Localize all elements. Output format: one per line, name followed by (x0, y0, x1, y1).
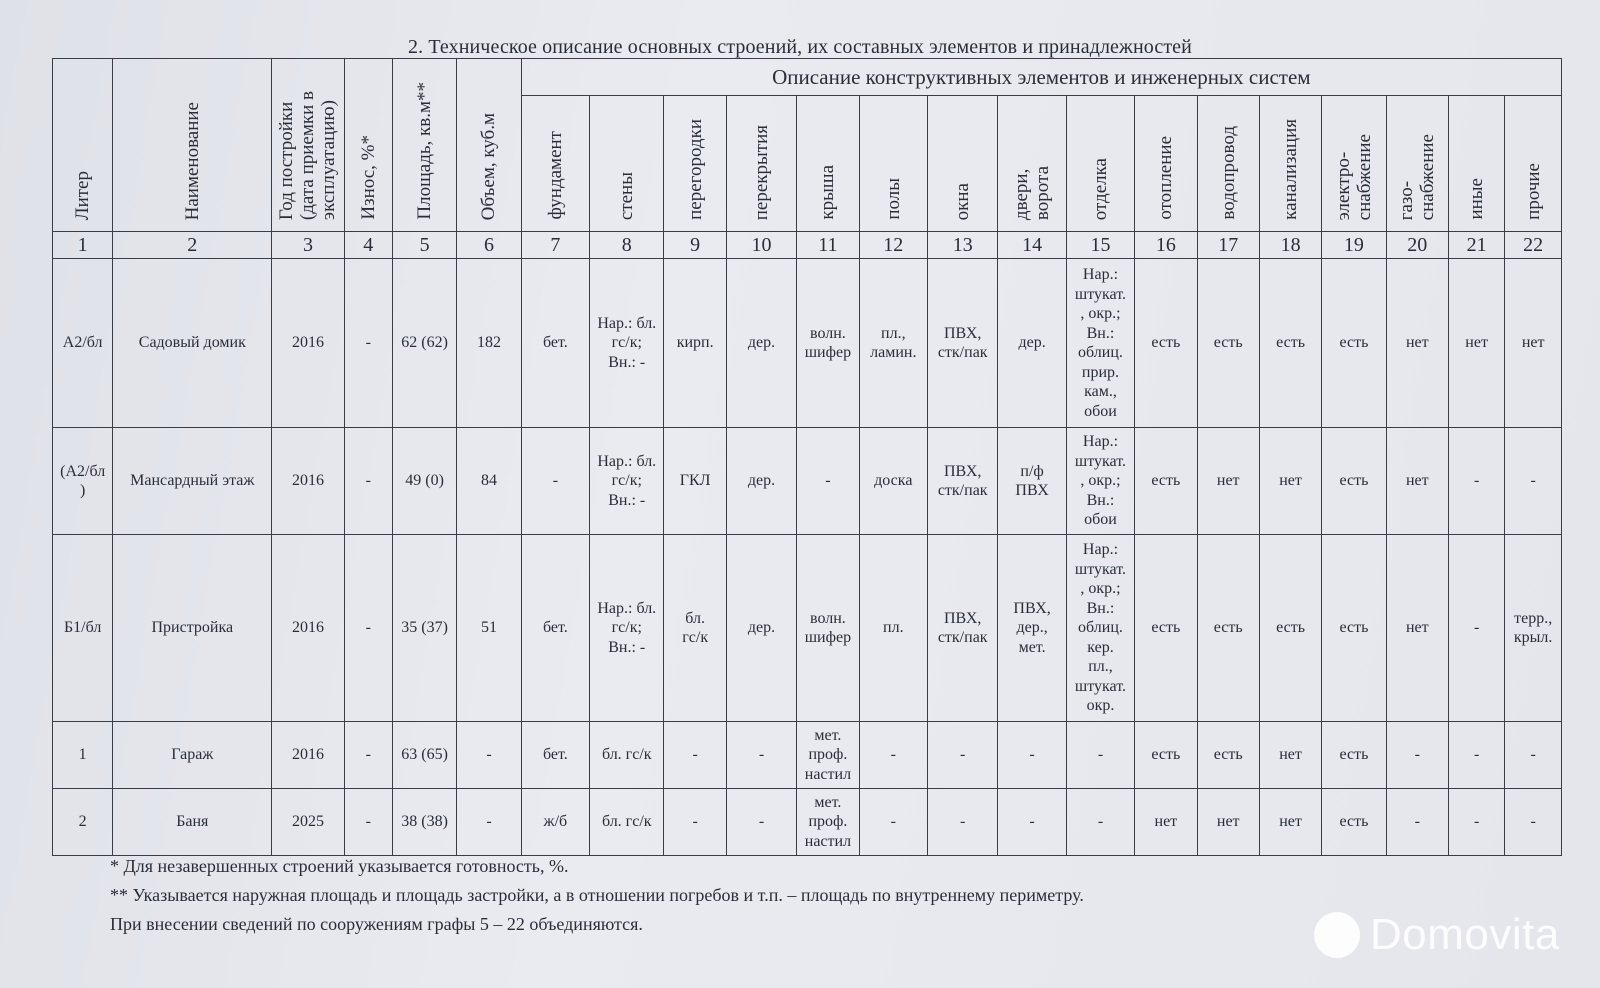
table-cell: - (457, 722, 521, 789)
column-header: отделка (1066, 96, 1134, 232)
table-cell: бет. (521, 259, 589, 428)
table-cell: нет (1197, 789, 1259, 856)
table-cell: 1 (53, 722, 113, 789)
column-header: Износ, %* (344, 59, 392, 232)
column-header: фундамент (521, 96, 589, 232)
table-cell: 38 (38) (392, 789, 456, 856)
column-number: 5 (392, 232, 456, 259)
table-cell: - (797, 428, 859, 535)
table-cell: Нар.: бл. гс/к; Вн.: - (590, 535, 664, 722)
column-number: 6 (457, 232, 521, 259)
column-number: 16 (1135, 232, 1197, 259)
footnote-1: * Для незавершенных строений указывается готовность, %. (110, 856, 569, 876)
table-cell: 84 (457, 428, 521, 535)
table-cell: нет (1386, 259, 1448, 428)
table-cell: дер. (998, 259, 1066, 428)
table-cell: 2025 (272, 789, 344, 856)
table-cell: нет (1259, 789, 1321, 856)
table-cell: бл. гс/к (590, 722, 664, 789)
table-cell: нет (1259, 428, 1321, 535)
table-cell: - (927, 789, 997, 856)
table-cell: бет. (521, 722, 589, 789)
table-cell: - (521, 428, 589, 535)
table-cell: - (726, 789, 796, 856)
column-number: 12 (859, 232, 927, 259)
table-cell: Нар.: штукат. , окр.; Вн.: облиц. кер. пл., штукат. окр. (1066, 535, 1134, 722)
table-cell: Баня (113, 789, 272, 856)
table-cell: - (344, 259, 392, 428)
table-cell: - (664, 722, 726, 789)
table-cell: Пристройка (113, 535, 272, 722)
column-number: 8 (590, 232, 664, 259)
table-cell: 35 (37) (392, 535, 456, 722)
table-cell: - (1448, 535, 1504, 722)
table-cell: А2/бл (53, 259, 113, 428)
document-title: 2. Техническое описание основных строений, их составных элементов и принадлежностей (408, 36, 1192, 58)
table-row (53, 259, 1562, 428)
table-cell: - (1066, 722, 1134, 789)
column-header: окна (927, 96, 997, 232)
column-number: 4 (344, 232, 392, 259)
table-cell: есть (1322, 259, 1386, 428)
table-cell: есть (1135, 722, 1197, 789)
footnote-3: При внесении сведений по сооружениям графы 5 – 22 объединяются. (110, 914, 643, 934)
column-header: перегородки (664, 96, 726, 232)
table-cell: Б1/бл (53, 535, 113, 722)
column-number: 2 (113, 232, 272, 259)
column-header: Литер (53, 59, 113, 232)
column-number: 15 (1066, 232, 1134, 259)
column-header: Год постройки (дата приемки в эксплуатацию) (272, 59, 344, 232)
table-cell: Нар.: бл. гс/к; Вн.: - (590, 259, 664, 428)
table-cell: нет (1505, 259, 1562, 428)
column-number: 10 (726, 232, 796, 259)
table-cell: есть (1322, 428, 1386, 535)
column-number: 11 (797, 232, 859, 259)
table-cell: - (927, 722, 997, 789)
column-header: двери, ворота (998, 96, 1066, 232)
table-cell: мет. проф. настил (797, 789, 859, 856)
column-header: Площадь, кв.м** (392, 59, 456, 232)
table-row (53, 789, 1562, 856)
table-cell: Нар.: штукат. , окр.; Вн.: обои (1066, 428, 1134, 535)
column-header: Наименование (113, 59, 272, 232)
column-header: отопление (1135, 96, 1197, 232)
table-cell: волн. шифер (797, 535, 859, 722)
table-cell: дер. (726, 259, 796, 428)
table-cell: есть (1197, 722, 1259, 789)
table-cell: - (344, 428, 392, 535)
table-cell: волн. шифер (797, 259, 859, 428)
table-cell: нет (1197, 428, 1259, 535)
table-cell: п/ф ПВХ (998, 428, 1066, 535)
column-number: 19 (1322, 232, 1386, 259)
column-header: прочие (1505, 96, 1562, 232)
table-cell: ПВХ, стк/пак (927, 428, 997, 535)
table-cell: - (344, 722, 392, 789)
table-cell: есть (1197, 259, 1259, 428)
watermark-text: Domovita (1370, 910, 1560, 959)
table-cell: Мансардный этаж (113, 428, 272, 535)
table-cell: терр., крыл. (1505, 535, 1562, 722)
table-cell: - (859, 722, 927, 789)
column-number: 20 (1386, 232, 1448, 259)
column-header: водопровод (1197, 96, 1259, 232)
table-cell: 2016 (272, 535, 344, 722)
table-cell: 63 (65) (392, 722, 456, 789)
table-cell: - (1066, 789, 1134, 856)
table-cell: 2016 (272, 259, 344, 428)
table-cell: Нар.: штукат. , окр.; Вн.: облиц. прир. кам., обои (1066, 259, 1134, 428)
column-number-row (53, 232, 1562, 259)
table-cell: - (1505, 722, 1562, 789)
table-cell: - (664, 789, 726, 856)
table-cell: мет. проф. настил (797, 722, 859, 789)
column-header: электро- снабжение (1322, 96, 1386, 232)
table-cell: - (859, 789, 927, 856)
table-cell: дер. (726, 535, 796, 722)
table-cell: ж/б (521, 789, 589, 856)
table-cell: ПВХ, дер., мет. (998, 535, 1066, 722)
table-cell: есть (1135, 428, 1197, 535)
column-header: Объем, куб.м (457, 59, 521, 232)
column-number: 7 (521, 232, 589, 259)
table-cell: есть (1259, 259, 1321, 428)
table-cell: доска (859, 428, 927, 535)
column-header: перекрытия (726, 96, 796, 232)
table-cell: нет (1259, 722, 1321, 789)
group-header: Описание конструктивных элементов и инженерных систем (521, 59, 1561, 96)
table-cell: - (1448, 722, 1504, 789)
column-header: газо- снабжение (1386, 96, 1448, 232)
column-number: 9 (664, 232, 726, 259)
table-cell: Гараж (113, 722, 272, 789)
table-cell: - (344, 789, 392, 856)
table-cell: ПВХ, стк/пак (927, 535, 997, 722)
footnotes (110, 852, 1084, 939)
column-number: 22 (1505, 232, 1562, 259)
table-cell: дер. (726, 428, 796, 535)
watermark-logo-icon (1314, 912, 1360, 958)
table-cell: - (998, 789, 1066, 856)
table-cell: есть (1322, 789, 1386, 856)
table-cell: - (998, 722, 1066, 789)
table-cell: 51 (457, 535, 521, 722)
table-cell: - (457, 789, 521, 856)
table-cell: - (1448, 789, 1504, 856)
table-cell: - (1386, 722, 1448, 789)
column-header: стены (590, 96, 664, 232)
table-cell: есть (1135, 259, 1197, 428)
column-number: 3 (272, 232, 344, 259)
table-cell: 182 (457, 259, 521, 428)
column-number: 1 (53, 232, 113, 259)
table-cell: ГКЛ (664, 428, 726, 535)
table-cell: - (1505, 789, 1562, 856)
table-cell: есть (1322, 535, 1386, 722)
table-cell: 49 (0) (392, 428, 456, 535)
table-cell: Нар.: бл. гс/к; Вн.: - (590, 428, 664, 535)
table-cell: кирп. (664, 259, 726, 428)
table-cell: есть (1322, 722, 1386, 789)
table-cell: 2016 (272, 428, 344, 535)
table-cell: 2016 (272, 722, 344, 789)
column-number: 14 (998, 232, 1066, 259)
table-cell: нет (1448, 259, 1504, 428)
column-number: 13 (927, 232, 997, 259)
table-cell: бет. (521, 535, 589, 722)
table-cell: 62 (62) (392, 259, 456, 428)
header-row-top (53, 59, 1562, 96)
table-cell: пл., ламин. (859, 259, 927, 428)
column-header: крыша (797, 96, 859, 232)
table-row (53, 535, 1562, 722)
table-cell: - (344, 535, 392, 722)
table-cell: нет (1135, 789, 1197, 856)
footnote-2: ** Указывается наружная площадь и площадь застройки, а в отношении погребов и т.п. – площадь по внутреннему периметру. (110, 885, 1084, 905)
table-cell: - (1386, 789, 1448, 856)
column-number: 17 (1197, 232, 1259, 259)
table-cell: есть (1197, 535, 1259, 722)
table-cell: Садовый домик (113, 259, 272, 428)
table-cell: ПВХ, стк/пак (927, 259, 997, 428)
domovita-watermark (1314, 910, 1560, 960)
column-header: канализация (1259, 96, 1321, 232)
table-cell: - (726, 722, 796, 789)
table-cell: - (1505, 428, 1562, 535)
column-header: полы (859, 96, 927, 232)
table-cell: есть (1259, 535, 1321, 722)
technical-description-table (52, 58, 1562, 856)
column-header: иные (1448, 96, 1504, 232)
column-number: 21 (1448, 232, 1504, 259)
table-cell: нет (1386, 535, 1448, 722)
table-cell: пл. (859, 535, 927, 722)
table-cell: бл. гс/к (590, 789, 664, 856)
table-cell: - (1448, 428, 1504, 535)
table-row (53, 722, 1562, 789)
table-cell: есть (1135, 535, 1197, 722)
table-row (53, 428, 1562, 535)
table-cell: бл. гс/к (664, 535, 726, 722)
table-cell: нет (1386, 428, 1448, 535)
column-number: 18 (1259, 232, 1321, 259)
table-cell: (А2/бл ) (53, 428, 113, 535)
table-cell: 2 (53, 789, 113, 856)
